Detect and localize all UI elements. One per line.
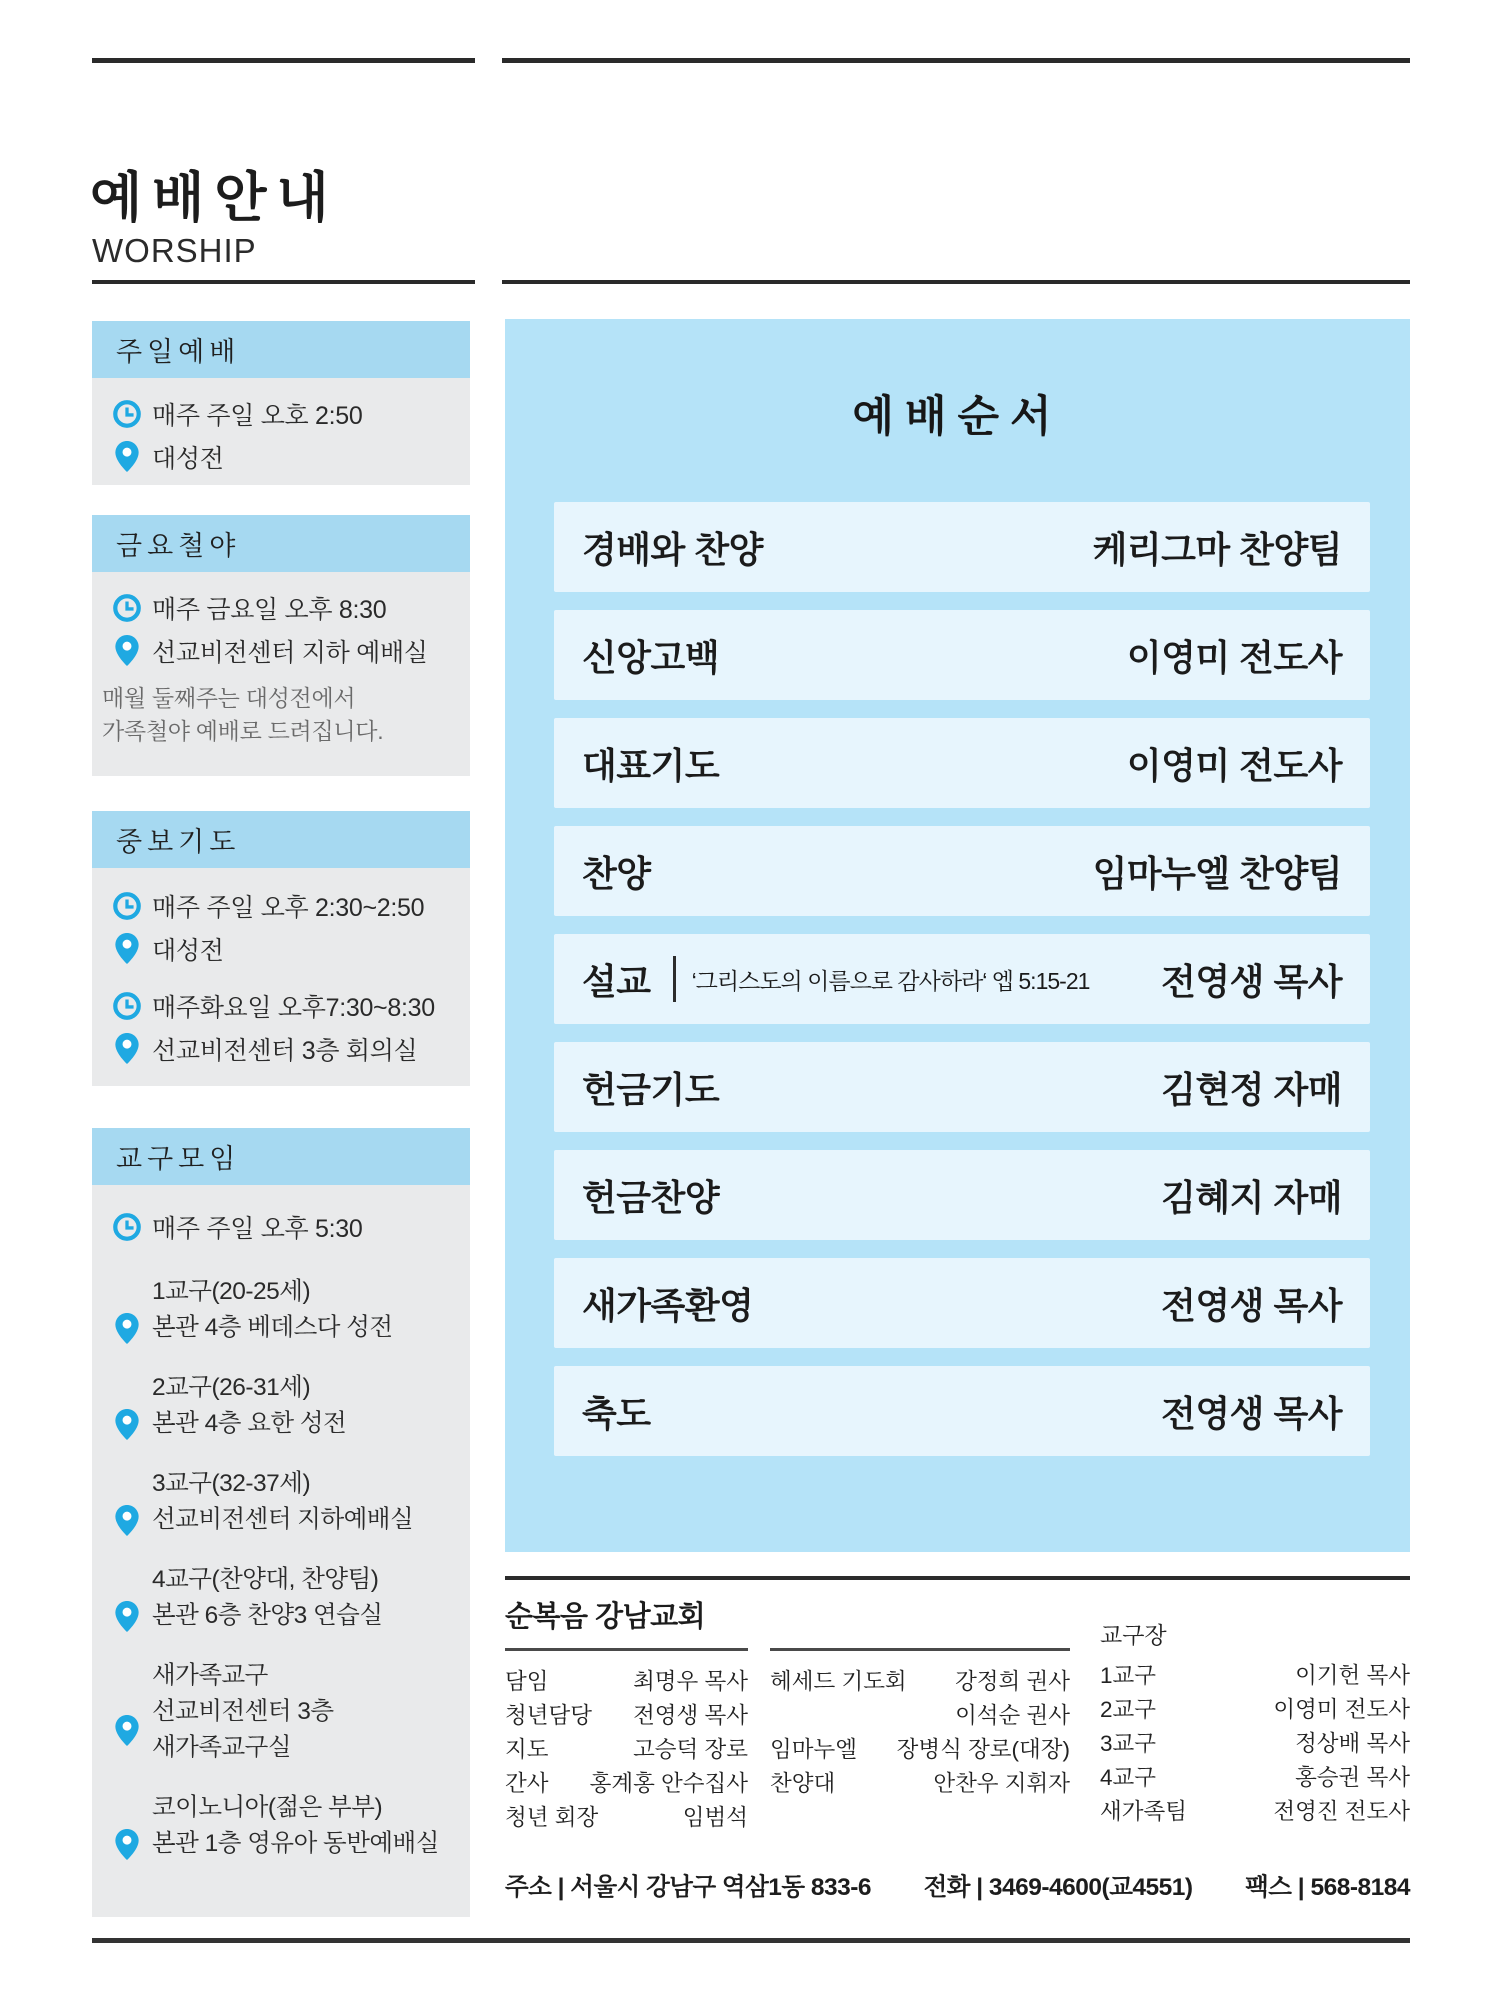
order-label: 축도 [582, 1392, 651, 1434]
staff-role: 지도 [505, 1737, 549, 1762]
clock-icon [112, 991, 142, 1021]
footer-rule [505, 1576, 1410, 1580]
order-label: 새가족환영 [582, 1284, 754, 1326]
staff-name: 정상배 목사 [1295, 1731, 1410, 1756]
section-intercessory-prayer [92, 811, 470, 1086]
section-header: 금요철야 [92, 515, 470, 572]
section-header: 중보기도 [92, 811, 470, 868]
venue-location-row [92, 1406, 464, 1442]
staff-column-parish-heads [1100, 1622, 1410, 1829]
order-value: 김현정 자매 [1161, 1068, 1342, 1110]
staff-row [770, 1767, 1070, 1801]
order-row [554, 1366, 1370, 1456]
venue-title: 2교구(26-31세) [152, 1374, 311, 1401]
order-label: 경배와 찬양 [582, 528, 763, 570]
staff-name: 고승덕 장로 [633, 1737, 748, 1762]
staff-name: 전영진 전도사 [1273, 1799, 1410, 1824]
staff-column-rule [505, 1648, 748, 1651]
sermon-detail: ‘그리스도의 이름으로 감사하라‘ 엡 5:15-21 [691, 967, 1090, 994]
staff-role: 새가족팀 [1100, 1799, 1187, 1824]
staff-role: 3교구 [1100, 1731, 1156, 1756]
staff-name: 전영생 목사 [633, 1703, 748, 1728]
staff-role: 4교구 [1100, 1765, 1156, 1790]
section-sunday-worship [92, 321, 470, 485]
staff-role: 찬양대 [770, 1771, 836, 1796]
staff-role: 임마누엘 [770, 1737, 857, 1762]
staff-row [1100, 1761, 1410, 1795]
order-row [554, 502, 1370, 592]
staff-role: 담임 [505, 1669, 549, 1694]
venue-location [152, 1502, 413, 1538]
staff-name: 홍계홍 안수집사 [589, 1771, 748, 1796]
schedule-item [92, 435, 464, 478]
order-row [554, 1150, 1370, 1240]
location-pin-icon [112, 1829, 142, 1860]
venue-title: 코이노니아(젊은 부부) [152, 1794, 383, 1821]
section-header: 주일예배 [92, 321, 470, 378]
staff-row [1100, 1795, 1410, 1829]
schedule-text: 매주 금요일 오후 8:30 [152, 595, 387, 624]
staff-row [505, 1733, 748, 1767]
venue-location-row [92, 1502, 464, 1538]
schedule-text: 대성전 [152, 936, 224, 965]
staff-name: 홍승권 목사 [1295, 1765, 1410, 1790]
staff-row [1100, 1659, 1410, 1693]
location-pin-icon [112, 441, 142, 472]
bottom-rule [92, 1938, 1410, 1943]
section-header: 교구모임 [92, 1128, 470, 1185]
location-pin-icon [112, 1409, 142, 1440]
venue-location [152, 1598, 383, 1634]
order-label: 헌금찬양 [582, 1176, 720, 1218]
location-pin-icon [112, 1505, 142, 1536]
section-note [102, 682, 464, 748]
staff-row [505, 1665, 748, 1699]
staff-name: 강정희 권사 [955, 1669, 1070, 1694]
venue-item [92, 1370, 464, 1442]
staff-row [505, 1699, 748, 1733]
section-friday-overnight [92, 515, 470, 776]
venue-location [152, 1310, 393, 1346]
schedule-text: 매주 주일 오호 2:50 [152, 401, 363, 430]
venue-location-row [92, 1310, 464, 1346]
order-value: 김혜지 자매 [1161, 1176, 1342, 1218]
order-row [554, 934, 1370, 1024]
parish-head-label: 교구장 [1100, 1622, 1167, 1648]
staff-row [1100, 1727, 1410, 1761]
venue-location-line: 선교비전센터 3층 [152, 1698, 334, 1725]
top-rule-right [502, 58, 1410, 63]
order-value: 전영생 목사 [1161, 1392, 1342, 1434]
section-body [92, 868, 470, 1086]
fax-text: 팩스 | 568-8184 [1245, 1874, 1410, 1901]
schedule-item [92, 392, 464, 435]
mid-rule-right [502, 280, 1410, 284]
staff-name: 임범석 [682, 1805, 748, 1830]
venue-location-line: 선교비전센터 지하예배실 [152, 1506, 414, 1533]
order-label: 대표기도 [582, 744, 720, 786]
venue-location [152, 1694, 334, 1766]
schedule-text: 선교비전센터 3층 회의실 [152, 1036, 418, 1065]
location-pin-icon [112, 1601, 142, 1632]
venue-location [152, 1406, 346, 1442]
clock-icon [112, 891, 142, 921]
order-row [554, 718, 1370, 808]
staff-row [770, 1699, 1070, 1733]
staff-name: 장병식 장로(대장) [896, 1737, 1070, 1762]
section-body [92, 572, 470, 776]
top-rule-left [92, 58, 475, 63]
venue-item [92, 1274, 464, 1346]
staff-column-ministries [770, 1648, 1070, 1801]
schedule-text: 선교비전센터 지하 예배실 [152, 638, 428, 667]
venue-location-line: 본관 4층 베데스다 성전 [152, 1314, 393, 1341]
staff-row [505, 1767, 748, 1801]
venue-list [92, 1274, 464, 1862]
order-row [554, 826, 1370, 916]
schedule-text: 대성전 [152, 444, 224, 473]
order-row [554, 610, 1370, 700]
note-line: 매월 둘째주는 대성전에서 [102, 685, 356, 711]
venue-location-line: 새가족교구실 [152, 1734, 292, 1761]
staff-row [770, 1733, 1070, 1767]
location-pin-icon [112, 1715, 142, 1746]
clock-icon [112, 399, 142, 429]
staff-role: 간사 [505, 1771, 549, 1796]
staff-name: 안찬우 지휘자 [933, 1771, 1070, 1796]
venue-location [152, 1826, 439, 1862]
venue-item [92, 1790, 464, 1862]
mid-rule-left [92, 280, 475, 284]
staff-row [1100, 1693, 1410, 1727]
worship-order-title: 예배순서 [852, 393, 1063, 441]
order-value: 전영생 목사 [1161, 960, 1342, 1002]
staff-role: 청년 회장 [505, 1805, 599, 1830]
worship-order-list [554, 502, 1370, 1456]
order-value: 전영생 목사 [1161, 1284, 1342, 1326]
schedule-item [92, 629, 464, 672]
venue-item [92, 1466, 464, 1538]
order-value: 임마누엘 찬양팀 [1092, 852, 1342, 894]
schedule-item [92, 884, 464, 927]
schedule-item [92, 586, 464, 629]
order-label: 신앙고백 [582, 636, 720, 678]
order-row [554, 1042, 1370, 1132]
schedule-text: 매주 주일 오후 5:30 [152, 1214, 363, 1243]
staff-role: 청년담당 [505, 1703, 592, 1728]
order-row [554, 1258, 1370, 1348]
schedule-item [92, 927, 464, 970]
contact-line [505, 1868, 1410, 1903]
staff-column-church [505, 1648, 748, 1835]
venue-location-row [92, 1598, 464, 1634]
schedule-item [92, 1205, 464, 1248]
staff-role: 헤세드 기도회 [770, 1669, 907, 1694]
venue-title: 3교구(32-37세) [152, 1470, 311, 1497]
order-label: 헌금기도 [582, 1068, 720, 1110]
venue-location-line: 본관 1층 영유아 동반예배실 [152, 1830, 439, 1857]
venue-title: 1교구(20-25세) [152, 1278, 311, 1305]
order-value: 케리그마 찬양팀 [1092, 528, 1342, 570]
staff-role: 1교구 [1100, 1663, 1156, 1688]
section-body [92, 1185, 470, 1917]
church-name: 순복음 강남교회 [505, 1601, 706, 1633]
schedule-item [92, 1027, 464, 1070]
venue-location-row [92, 1826, 464, 1862]
schedule-item [92, 984, 464, 1027]
staff-role: 2교구 [1100, 1697, 1156, 1722]
address-text: 주소 | 서울시 강남구 역삼1동 833-6 [505, 1874, 872, 1901]
staff-row [770, 1665, 1070, 1699]
order-label: 설교 [582, 960, 651, 1002]
staff-name: 이석순 권사 [955, 1703, 1070, 1728]
sermon-divider [673, 956, 676, 1002]
schedule-text: 매주 주일 오후 2:30~2:50 [152, 893, 425, 922]
clock-icon [112, 593, 142, 623]
location-pin-icon [112, 1313, 142, 1344]
phone-text: 전화 | 3469-4600(교4551) [923, 1874, 1193, 1901]
order-label: 찬양 [582, 852, 651, 894]
venue-location-line: 본관 4층 요한 성전 [152, 1410, 347, 1437]
schedule-text: 매주화요일 오후7:30~8:30 [152, 993, 435, 1022]
page-subtitle: WORSHIP [92, 232, 257, 269]
venue-location-line: 본관 6층 찬양3 연습실 [152, 1602, 383, 1629]
venue-item [92, 1658, 464, 1766]
staff-column-rule [770, 1648, 1070, 1651]
section-parish-meeting [92, 1128, 470, 1917]
staff-name: 이기헌 목사 [1295, 1663, 1410, 1688]
venue-title: 4교구(찬양대, 찬양팀) [152, 1566, 379, 1593]
clock-icon [112, 1212, 142, 1242]
order-value: 이영미 전도사 [1126, 636, 1342, 678]
page-title: 예배안내 [90, 168, 339, 229]
note-line: 가족철야 예배로 드려집니다. [102, 718, 384, 744]
venue-item [92, 1562, 464, 1634]
worship-order-panel [505, 319, 1410, 1552]
staff-name: 최명우 목사 [633, 1669, 748, 1694]
venue-location-row [92, 1694, 464, 1766]
section-body [92, 378, 470, 485]
staff-row [505, 1801, 748, 1835]
location-pin-icon [112, 1033, 142, 1064]
order-value: 이영미 전도사 [1126, 744, 1342, 786]
location-pin-icon [112, 933, 142, 964]
staff-name: 이영미 전도사 [1273, 1697, 1410, 1722]
venue-title: 새가족교구 [152, 1662, 268, 1689]
location-pin-icon [112, 635, 142, 666]
